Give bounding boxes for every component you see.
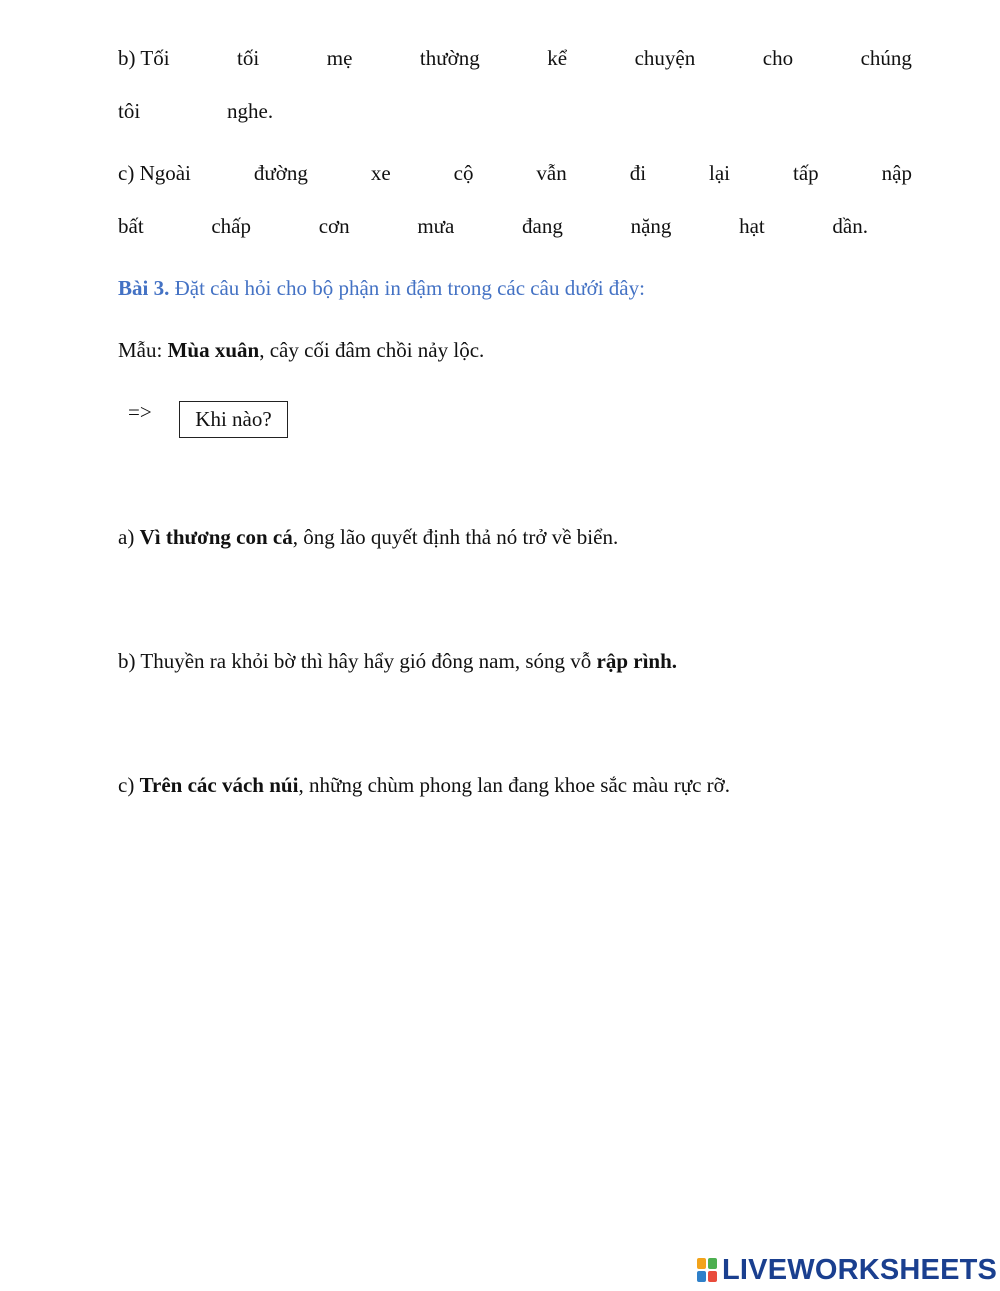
- arrow: =>: [128, 400, 152, 424]
- sentence-b-line-1: [118, 46, 912, 76]
- logo-text: LIVEWORKSHEETS: [722, 1254, 998, 1286]
- word: thường: [419, 46, 480, 70]
- word: dần.: [832, 214, 868, 238]
- sentence-c-line-1: [118, 161, 912, 191]
- word: lại: [709, 161, 731, 185]
- word: c) Ngoài: [118, 161, 191, 185]
- question-a-prefix: a): [118, 525, 140, 549]
- question-a: [118, 525, 912, 555]
- example-prefix: Mẫu:: [118, 338, 168, 362]
- question-b-prefix: b) Thuyền ra khỏi bờ thì hây hẩy gió đông nam, sóng vỗ: [118, 649, 597, 673]
- example-rest: , cây cối đâm chồi nảy lộc.: [259, 338, 485, 362]
- sentence-b-line-2: [118, 99, 912, 129]
- example-sentence: [118, 338, 912, 368]
- exercise-3-number: Bài 3.: [118, 276, 170, 300]
- word: đi: [629, 161, 647, 185]
- logo-mark-icon: [697, 1258, 719, 1284]
- sentence-c-line-2: [118, 214, 868, 244]
- question-c-bold-part: Trên các vách núi: [139, 773, 299, 797]
- word: nập: [881, 161, 912, 185]
- exercise-3-heading: [118, 276, 912, 306]
- example-answer-text: Khi nào?: [195, 407, 272, 431]
- word: b) Tối: [118, 46, 170, 70]
- question-c-rest: , những chùm phong lan đang khoe sắc màu rực rỡ.: [298, 773, 731, 797]
- word: tối: [237, 46, 260, 70]
- word: mẹ: [326, 46, 353, 70]
- word: chuyện: [634, 46, 696, 70]
- question-c-prefix: c): [118, 773, 140, 797]
- word: nghe.: [227, 99, 274, 123]
- word: xe: [370, 161, 391, 185]
- word: cộ: [453, 161, 474, 185]
- word: nặng: [630, 214, 672, 238]
- word: cơn: [318, 214, 350, 238]
- question-a-bold-part: Vì thương con cá: [139, 525, 293, 549]
- word: bất: [118, 214, 144, 238]
- question-b-bold-part: rập rình.: [596, 649, 678, 673]
- word: vẫn: [536, 161, 567, 185]
- word: kể: [547, 46, 568, 70]
- liveworksheets-logo: [697, 1254, 997, 1287]
- question-b: [118, 649, 912, 679]
- word: cho: [762, 46, 794, 70]
- word: mưa: [417, 214, 455, 238]
- word: đang: [522, 214, 563, 238]
- word: tấp: [793, 161, 819, 185]
- exercise-3-instruction: Đặt câu hỏi cho bộ phận in đậm trong các câu dưới đây:: [169, 276, 645, 300]
- question-a-rest: , ông lão quyết định thả nó trở về biển.: [292, 525, 619, 549]
- word: tôi: [118, 99, 141, 123]
- example-answer-box: [179, 401, 288, 438]
- question-c: [118, 773, 912, 803]
- word: chấp: [211, 214, 251, 238]
- word: đường: [253, 161, 308, 185]
- example-bold-part: Mùa xuân: [167, 338, 260, 362]
- word: hạt: [739, 214, 765, 238]
- word: chúng: [860, 46, 912, 70]
